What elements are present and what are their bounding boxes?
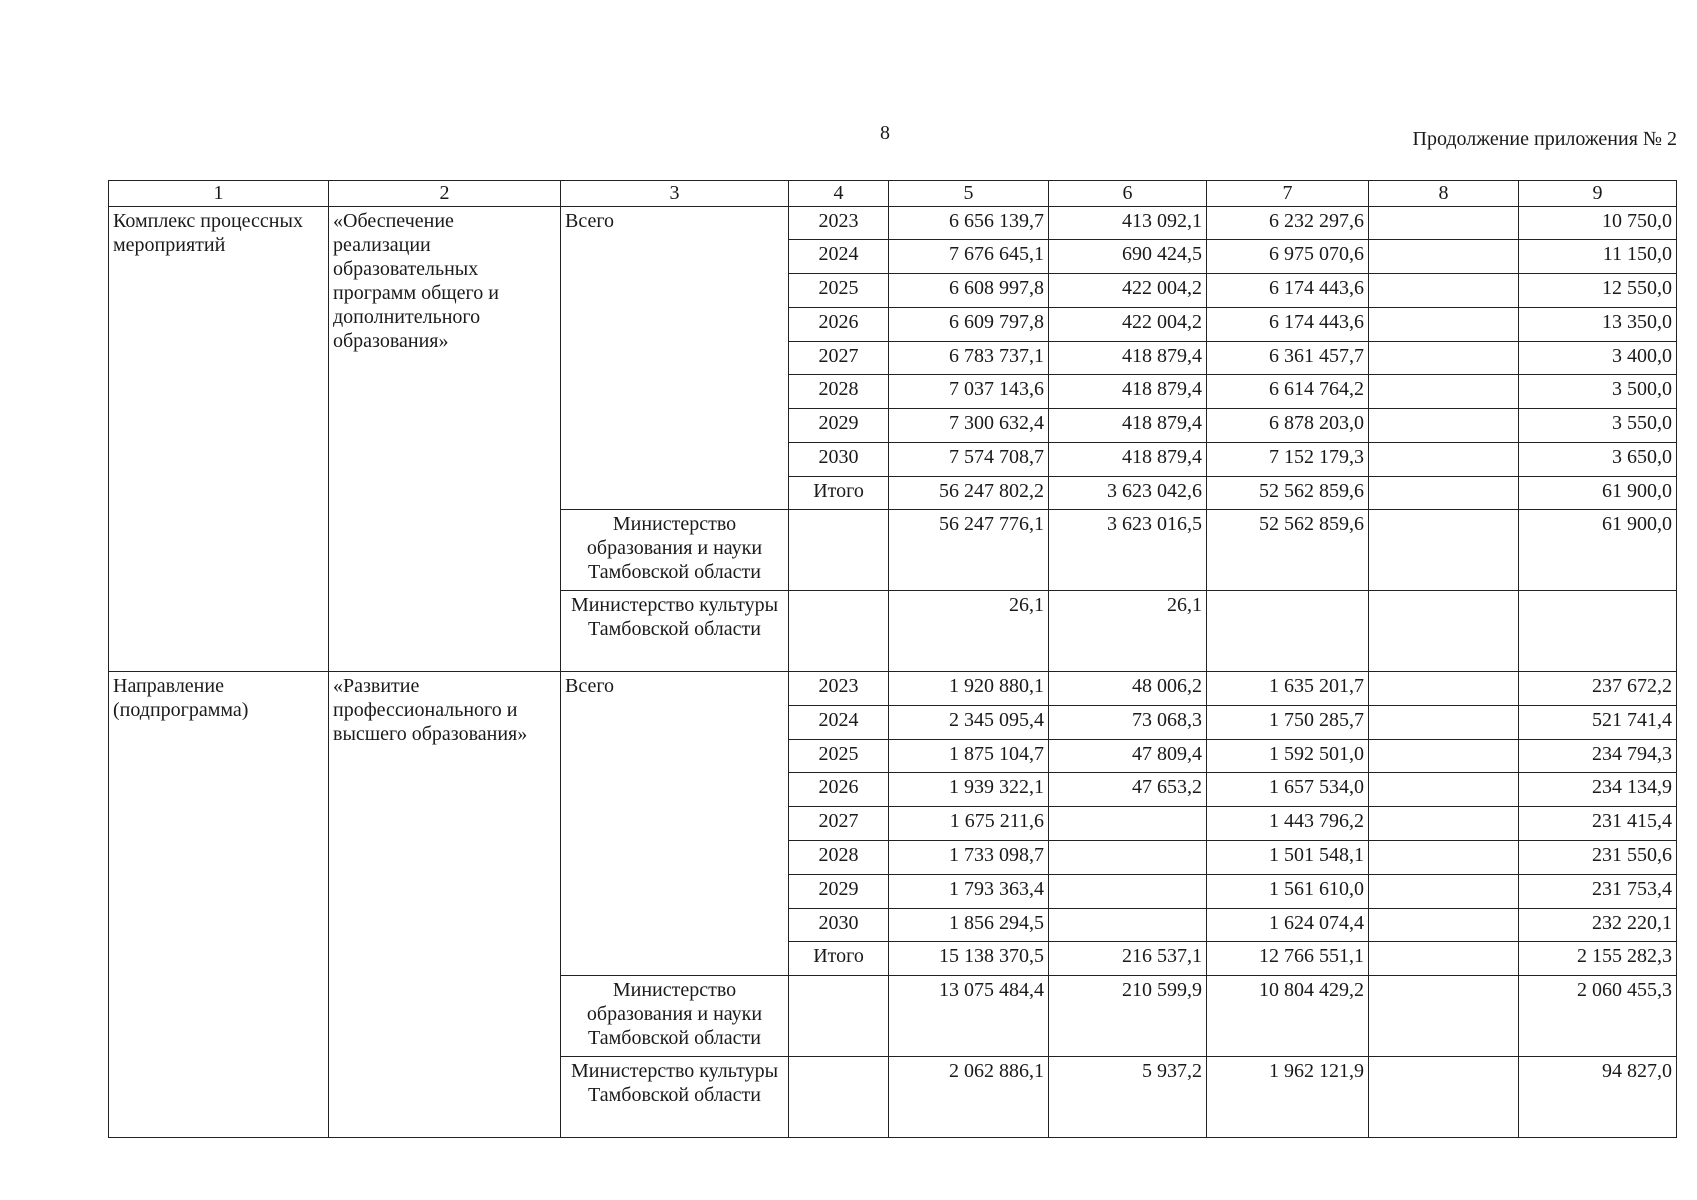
amount-cell: 52 562 859,6 <box>1207 510 1369 591</box>
column-number-cell: 1 <box>109 181 329 207</box>
amount-cell: 7 300 632,4 <box>889 409 1049 443</box>
itogo-label-cell: Итого <box>789 476 889 510</box>
amount-cell: 5 937,2 <box>1049 1056 1207 1137</box>
item-name-cell: «Обеспечение реализации образовательных программ общего и дополнительного образования» <box>329 206 561 672</box>
amount-cell: 2 060 455,3 <box>1519 976 1677 1057</box>
amount-cell <box>1369 206 1519 240</box>
amount-cell: 47 809,4 <box>1049 739 1207 773</box>
amount-cell: 690 424,5 <box>1049 240 1207 274</box>
column-number-cell: 9 <box>1519 181 1677 207</box>
appendix-continuation-label: Продолжение приложения № 2 <box>1412 128 1677 150</box>
column-number-cell: 5 <box>889 181 1049 207</box>
amount-cell: 11 150,0 <box>1519 240 1677 274</box>
amount-cell <box>1049 874 1207 908</box>
itogo-label-cell: Итого <box>789 942 889 976</box>
amount-cell: 3 400,0 <box>1519 341 1677 375</box>
ministry-name-cell: Министерство культуры Тамбовской области <box>561 1056 789 1137</box>
column-number-cell: 8 <box>1369 181 1519 207</box>
amount-cell: 418 879,4 <box>1049 442 1207 476</box>
amount-cell: 61 900,0 <box>1519 510 1677 591</box>
amount-cell <box>1369 807 1519 841</box>
amount-cell: 216 537,1 <box>1049 942 1207 976</box>
amount-cell: 6 878 203,0 <box>1207 409 1369 443</box>
amount-cell: 418 879,4 <box>1049 375 1207 409</box>
year-cell: 2026 <box>789 307 889 341</box>
amount-cell: 10 804 429,2 <box>1207 976 1369 1057</box>
year-cell: 2024 <box>789 240 889 274</box>
column-number-cell: 2 <box>329 181 561 207</box>
amount-cell: 1 501 548,1 <box>1207 840 1369 874</box>
amount-cell: 6 656 139,7 <box>889 206 1049 240</box>
ministry-name-cell: Министерство образования и науки Тамбовской области <box>561 976 789 1057</box>
amount-cell <box>1369 908 1519 942</box>
amount-cell: 7 676 645,1 <box>889 240 1049 274</box>
amount-cell: 1 657 534,0 <box>1207 773 1369 807</box>
amount-cell <box>1369 341 1519 375</box>
year-cell: 2024 <box>789 705 889 739</box>
year-cell: 2027 <box>789 341 889 375</box>
amount-cell: 26,1 <box>889 591 1049 672</box>
amount-cell: 7 152 179,3 <box>1207 442 1369 476</box>
amount-cell: 52 562 859,6 <box>1207 476 1369 510</box>
amount-cell: 6 361 457,7 <box>1207 341 1369 375</box>
amount-cell: 61 900,0 <box>1519 476 1677 510</box>
amount-cell: 2 155 282,3 <box>1519 942 1677 976</box>
item-type-cell: Комплекс процессных мероприятий <box>109 206 329 672</box>
amount-cell <box>1049 908 1207 942</box>
amount-cell: 6 232 297,6 <box>1207 206 1369 240</box>
amount-cell: 418 879,4 <box>1049 341 1207 375</box>
amount-cell: 12 550,0 <box>1519 274 1677 308</box>
amount-cell: 1 962 121,9 <box>1207 1056 1369 1137</box>
column-number-cell: 3 <box>561 181 789 207</box>
amount-cell: 6 609 797,8 <box>889 307 1049 341</box>
amount-cell: 232 220,1 <box>1519 908 1677 942</box>
amount-cell <box>1369 240 1519 274</box>
amount-cell <box>1369 274 1519 308</box>
amount-cell: 3 623 042,6 <box>1049 476 1207 510</box>
amount-cell: 12 766 551,1 <box>1207 942 1369 976</box>
amount-cell: 3 500,0 <box>1519 375 1677 409</box>
amount-cell <box>1369 705 1519 739</box>
amount-cell: 13 350,0 <box>1519 307 1677 341</box>
year-cell: 2029 <box>789 409 889 443</box>
amount-cell: 48 006,2 <box>1049 672 1207 706</box>
amount-cell: 1 793 363,4 <box>889 874 1049 908</box>
amount-cell: 6 608 997,8 <box>889 274 1049 308</box>
amount-cell: 210 599,9 <box>1049 976 1207 1057</box>
amount-cell: 47 653,2 <box>1049 773 1207 807</box>
amount-cell: 13 075 484,4 <box>889 976 1049 1057</box>
total-label-cell: Всего <box>561 206 789 510</box>
amount-cell: 3 623 016,5 <box>1049 510 1207 591</box>
amount-cell <box>1369 510 1519 591</box>
year-cell: 2023 <box>789 206 889 240</box>
amount-cell <box>1369 874 1519 908</box>
amount-cell: 418 879,4 <box>1049 409 1207 443</box>
amount-cell: 2 062 886,1 <box>889 1056 1049 1137</box>
amount-cell <box>1369 1056 1519 1137</box>
budget-table <box>108 180 1677 1138</box>
amount-cell: 73 068,3 <box>1049 705 1207 739</box>
year-cell: 2030 <box>789 908 889 942</box>
amount-cell: 2 345 095,4 <box>889 705 1049 739</box>
amount-cell: 1 750 285,7 <box>1207 705 1369 739</box>
amount-cell: 1 920 880,1 <box>889 672 1049 706</box>
amount-cell: 6 975 070,6 <box>1207 240 1369 274</box>
amount-cell: 1 675 211,6 <box>889 807 1049 841</box>
year-row <box>109 672 1677 706</box>
column-number-cell: 6 <box>1049 181 1207 207</box>
year-cell: 2026 <box>789 773 889 807</box>
year-cell <box>789 1056 889 1137</box>
ministry-name-cell: Министерство образования и науки Тамбовской области <box>561 510 789 591</box>
amount-cell: 15 138 370,5 <box>889 942 1049 976</box>
amount-cell: 1 561 610,0 <box>1207 874 1369 908</box>
amount-cell: 231 415,4 <box>1519 807 1677 841</box>
amount-cell: 231 753,4 <box>1519 874 1677 908</box>
amount-cell: 6 174 443,6 <box>1207 307 1369 341</box>
amount-cell: 94 827,0 <box>1519 1056 1677 1137</box>
amount-cell: 1 635 201,7 <box>1207 672 1369 706</box>
amount-cell: 6 614 764,2 <box>1207 375 1369 409</box>
page-number: 8 <box>880 122 890 144</box>
amount-cell <box>1369 942 1519 976</box>
amount-cell: 1 624 074,4 <box>1207 908 1369 942</box>
amount-cell <box>1369 840 1519 874</box>
column-number-cell: 4 <box>789 181 889 207</box>
amount-cell: 231 550,6 <box>1519 840 1677 874</box>
year-cell <box>789 591 889 672</box>
amount-cell: 56 247 776,1 <box>889 510 1049 591</box>
year-cell: 2028 <box>789 840 889 874</box>
amount-cell: 521 741,4 <box>1519 705 1677 739</box>
amount-cell <box>1369 591 1519 672</box>
amount-cell: 1 875 104,7 <box>889 739 1049 773</box>
amount-cell <box>1207 591 1369 672</box>
amount-cell: 234 134,9 <box>1519 773 1677 807</box>
amount-cell: 422 004,2 <box>1049 274 1207 308</box>
year-cell: 2023 <box>789 672 889 706</box>
amount-cell: 6 174 443,6 <box>1207 274 1369 308</box>
amount-cell: 422 004,2 <box>1049 307 1207 341</box>
amount-cell <box>1369 442 1519 476</box>
amount-cell: 234 794,3 <box>1519 739 1677 773</box>
amount-cell: 413 092,1 <box>1049 206 1207 240</box>
amount-cell: 10 750,0 <box>1519 206 1677 240</box>
amount-cell: 7 037 143,6 <box>889 375 1049 409</box>
amount-cell: 1 856 294,5 <box>889 908 1049 942</box>
amount-cell <box>1369 307 1519 341</box>
amount-cell <box>1369 773 1519 807</box>
total-label-cell: Всего <box>561 672 789 976</box>
amount-cell <box>1369 476 1519 510</box>
item-type-cell: Направление (подпрограмма) <box>109 672 329 1138</box>
year-cell: 2025 <box>789 739 889 773</box>
amount-cell <box>1369 375 1519 409</box>
column-number-cell: 7 <box>1207 181 1369 207</box>
amount-cell: 1 733 098,7 <box>889 840 1049 874</box>
amount-cell: 1 939 322,1 <box>889 773 1049 807</box>
amount-cell: 1 443 796,2 <box>1207 807 1369 841</box>
year-row <box>109 206 1677 240</box>
amount-cell: 1 592 501,0 <box>1207 739 1369 773</box>
year-cell <box>789 976 889 1057</box>
amount-cell: 56 247 802,2 <box>889 476 1049 510</box>
amount-cell: 3 550,0 <box>1519 409 1677 443</box>
year-cell: 2030 <box>789 442 889 476</box>
amount-cell: 26,1 <box>1049 591 1207 672</box>
amount-cell <box>1049 807 1207 841</box>
year-cell: 2029 <box>789 874 889 908</box>
amount-cell: 237 672,2 <box>1519 672 1677 706</box>
amount-cell <box>1519 591 1677 672</box>
amount-cell <box>1049 840 1207 874</box>
amount-cell: 6 783 737,1 <box>889 341 1049 375</box>
year-cell: 2028 <box>789 375 889 409</box>
year-cell: 2025 <box>789 274 889 308</box>
amount-cell: 7 574 708,7 <box>889 442 1049 476</box>
item-name-cell: «Развитие профессионального и высшего образования» <box>329 672 561 1138</box>
amount-cell: 3 650,0 <box>1519 442 1677 476</box>
year-cell <box>789 510 889 591</box>
column-number-row <box>109 181 1677 207</box>
year-cell: 2027 <box>789 807 889 841</box>
amount-cell <box>1369 739 1519 773</box>
ministry-name-cell: Министерство культуры Тамбовской области <box>561 591 789 672</box>
amount-cell <box>1369 672 1519 706</box>
amount-cell <box>1369 976 1519 1057</box>
amount-cell <box>1369 409 1519 443</box>
